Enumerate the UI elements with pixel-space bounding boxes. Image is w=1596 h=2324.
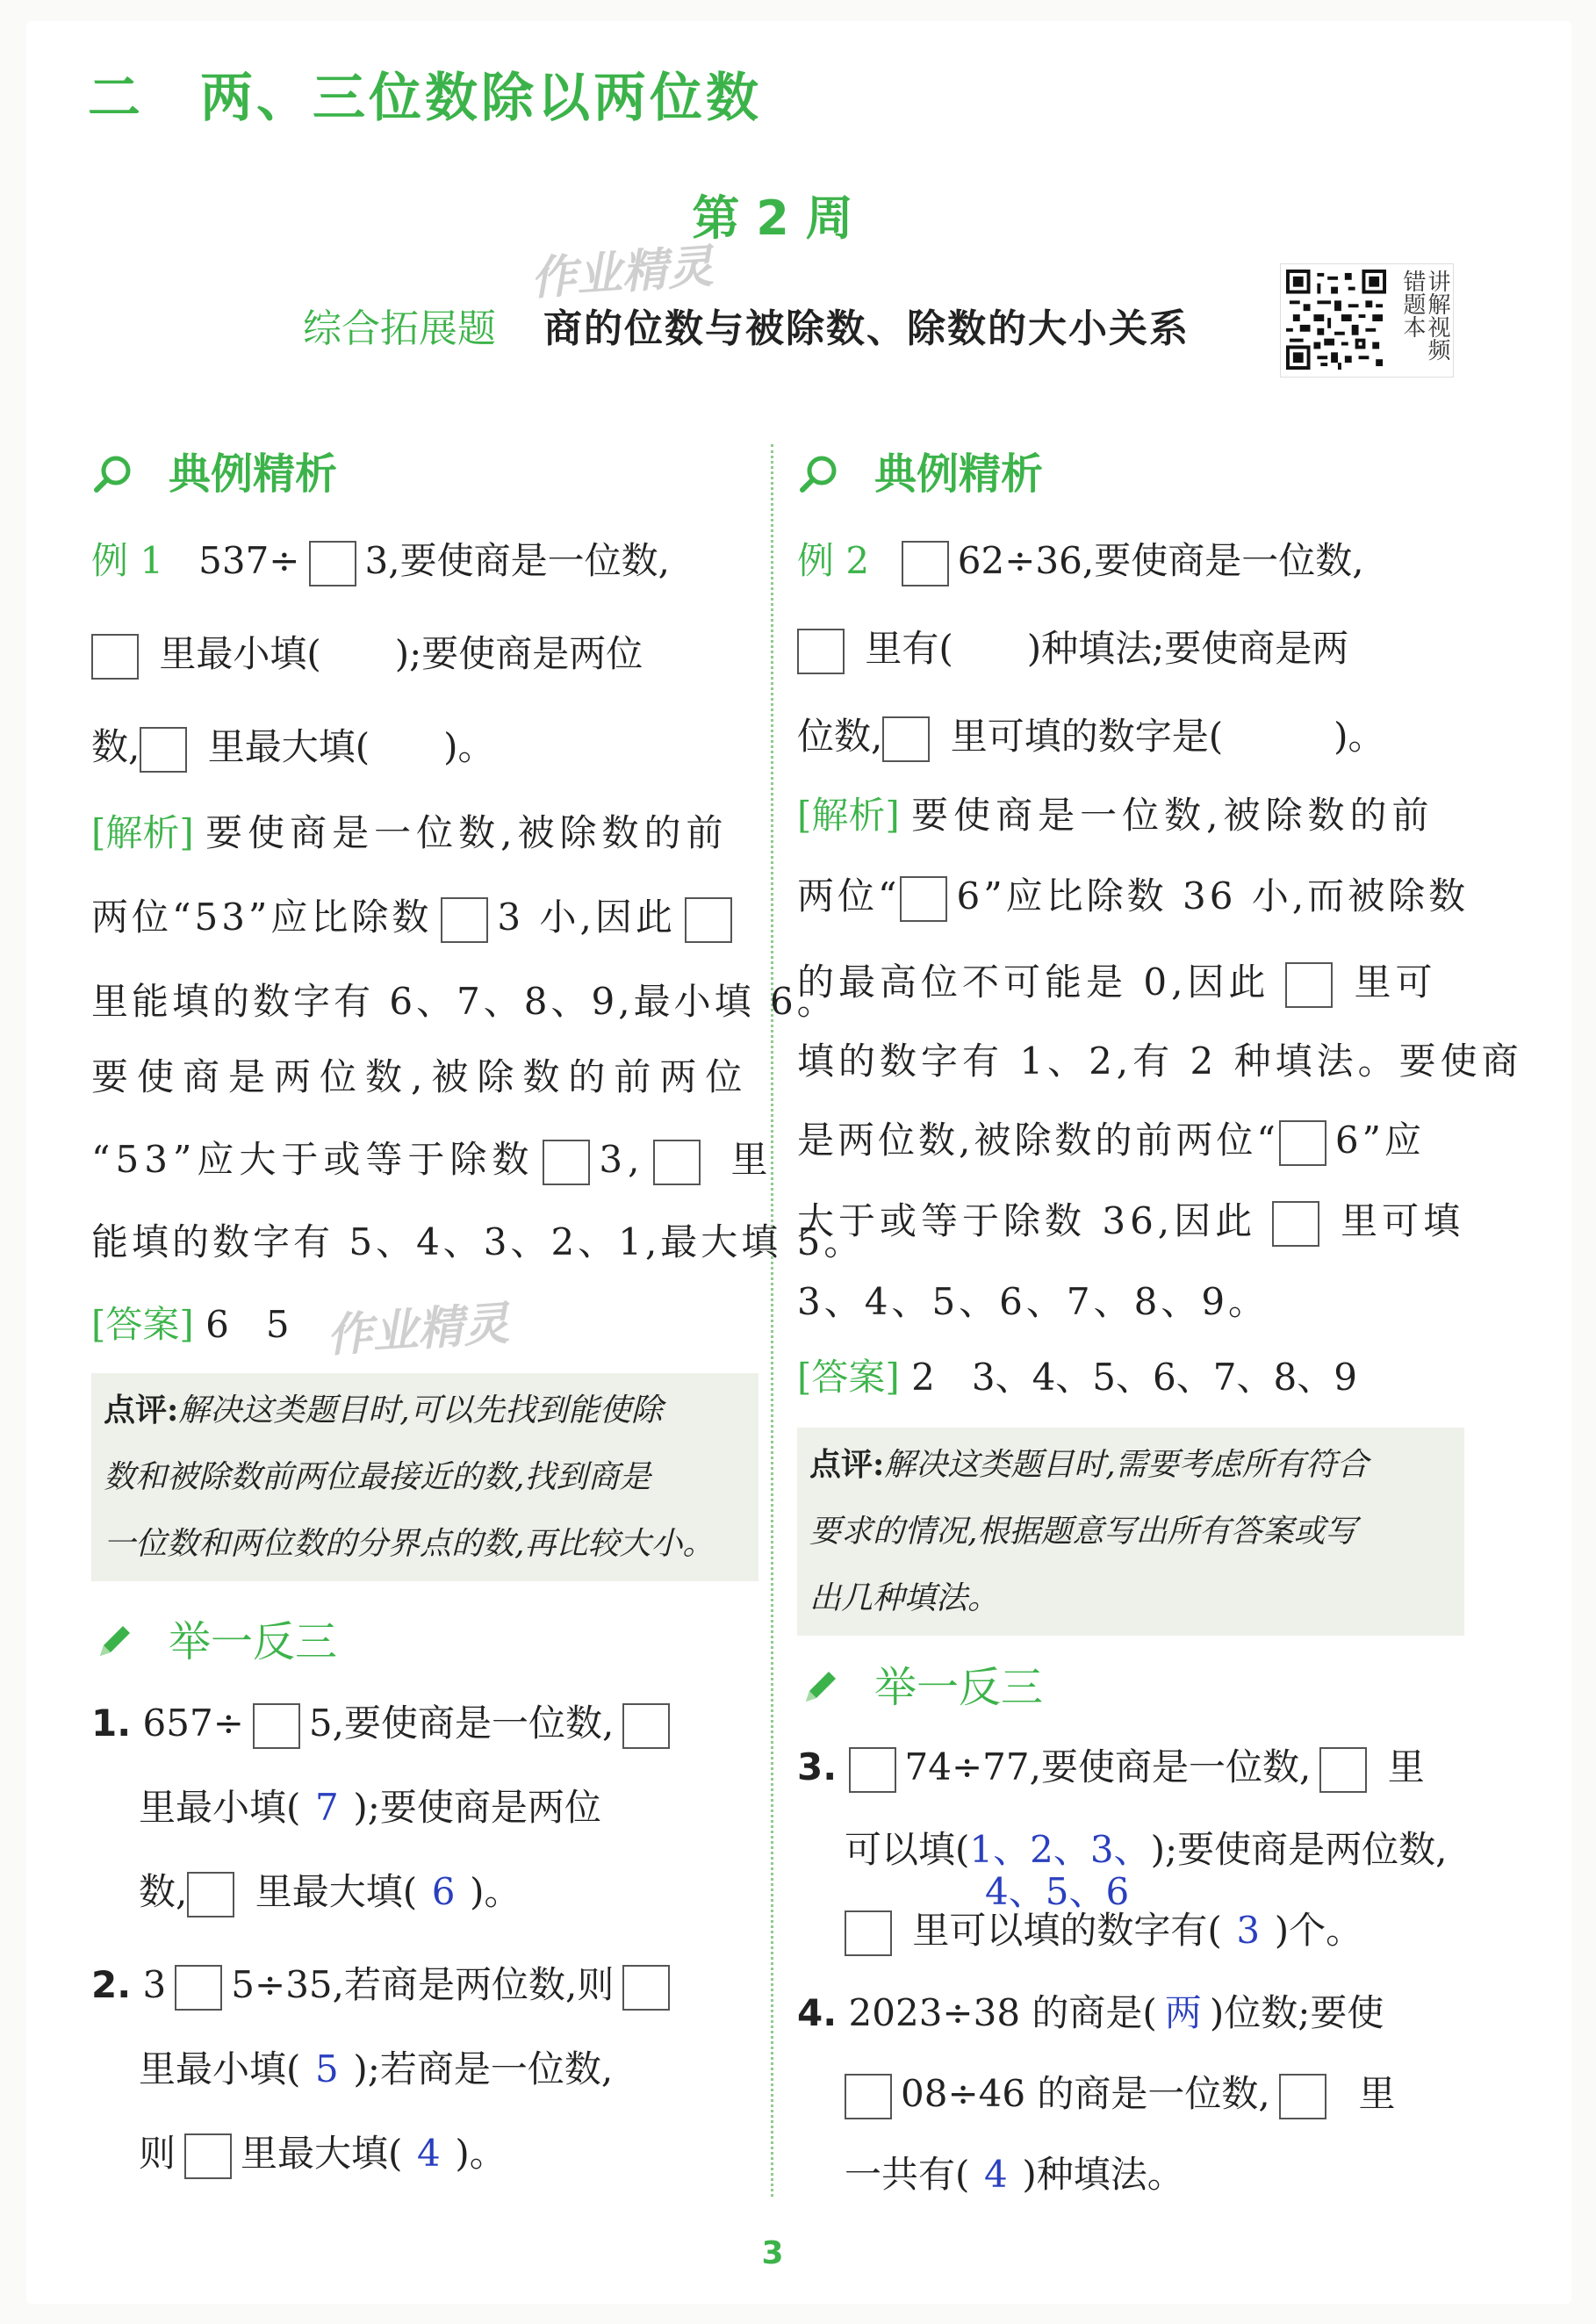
answer1-line bbox=[91, 1303, 290, 1347]
q2-text: 5÷35,若商是两位数,则 bbox=[231, 1963, 615, 2006]
q3-answer: 3 bbox=[1236, 1909, 1261, 1952]
q3-text: 里 bbox=[1387, 1745, 1425, 1788]
q3-answer: 4、5、6 bbox=[985, 1870, 1130, 1913]
qr-code-panel[interactable] bbox=[1280, 263, 1454, 378]
comment-text: 一位数和两位数的分界点的数,再比较大小。 bbox=[104, 1526, 715, 1562]
q1-answer: 6 bbox=[431, 1870, 456, 1913]
right-example-heading bbox=[797, 448, 1464, 500]
blank-box[interactable] bbox=[253, 1703, 300, 1749]
q1-text: 5,要使商是一位数, bbox=[308, 1702, 615, 1745]
analysis-tag: [解析] bbox=[91, 811, 194, 854]
q3-text: 里可以填的数字有( bbox=[912, 1909, 1222, 1952]
analysis-text: 6”应 bbox=[1334, 1119, 1426, 1162]
q4-text: 里 bbox=[1358, 2072, 1396, 2115]
q2-number: 2. bbox=[91, 1963, 132, 2006]
q1-answer: 7 bbox=[315, 1786, 339, 1829]
q2-line1 bbox=[91, 1963, 679, 2011]
blank-box[interactable] bbox=[797, 629, 845, 674]
watermark: 作业精灵 bbox=[528, 240, 715, 306]
q4-line1 bbox=[797, 1991, 1384, 2035]
analysis-text: “53”应大于或等于除数 bbox=[91, 1138, 535, 1181]
blank-box[interactable] bbox=[882, 716, 930, 762]
answer-tag: [答案] bbox=[797, 1356, 900, 1399]
q2-text: )。 bbox=[455, 2132, 507, 2175]
example2-line1 bbox=[797, 539, 1364, 586]
q2-text: 里最小填( bbox=[139, 2047, 301, 2090]
pencil-icon bbox=[797, 1665, 843, 1710]
q3-answer-overflow bbox=[985, 1870, 1129, 1914]
example1-line1 bbox=[91, 539, 670, 586]
q2-line2 bbox=[139, 2047, 613, 2091]
q1-number: 1. bbox=[91, 1702, 132, 1745]
q3-text: )个。 bbox=[1274, 1909, 1363, 1952]
q3-text: 74÷77,要使商是一位数, bbox=[904, 1745, 1312, 1788]
analysis-text: 两位“ bbox=[797, 874, 901, 917]
comment-text: 解决这类题目时,需要考虑所有符合 bbox=[884, 1447, 1369, 1483]
analysis1-line3: 里能填的数字有 6、7、8、9,最小填 6。 bbox=[91, 980, 838, 1023]
q2-line3 bbox=[139, 2132, 507, 2179]
q3-line2 bbox=[845, 1828, 1447, 1872]
q2-answer: 4 bbox=[417, 2132, 441, 2175]
left-practice-heading-text: 举一反三 bbox=[169, 1617, 338, 1666]
unit-title-text: 两、三位数除以两位数 bbox=[200, 68, 762, 129]
unit-number: 二 bbox=[88, 68, 144, 129]
qr-code-icon[interactable] bbox=[1286, 270, 1386, 370]
blank-box[interactable] bbox=[849, 1747, 896, 1793]
column-divider bbox=[771, 444, 773, 2197]
q1-text: )。 bbox=[470, 1870, 521, 1913]
pencil-icon bbox=[91, 1619, 137, 1665]
blank-box[interactable] bbox=[685, 897, 732, 943]
q3-text: );要使商是两位数, bbox=[1150, 1828, 1448, 1871]
example2-text: 位数, bbox=[797, 715, 883, 758]
q4-answer: 4 bbox=[984, 2153, 1008, 2196]
answer-text: 2 3、4、5、6、7、8、9 bbox=[911, 1356, 1357, 1399]
example1-line3 bbox=[91, 725, 495, 773]
example2-label: 例 2 bbox=[797, 539, 870, 582]
q3-answer: 1、2、3、 bbox=[969, 1828, 1151, 1871]
blank-box[interactable] bbox=[187, 1872, 234, 1917]
blank-box[interactable] bbox=[1319, 1747, 1367, 1793]
example1-text: 3,要使商是一位数, bbox=[364, 539, 670, 582]
answer-tag: [答案] bbox=[91, 1303, 194, 1346]
blank-box[interactable] bbox=[845, 1910, 892, 1956]
analysis-text: 要使商是一位数,被除数的前 bbox=[205, 811, 729, 854]
blank-box[interactable] bbox=[1285, 962, 1333, 1008]
analysis-text: 3, bbox=[599, 1138, 645, 1181]
analysis-text: 两位“53”应比除数 bbox=[91, 896, 433, 939]
right-column bbox=[797, 448, 1523, 2196]
answer2-line bbox=[797, 1356, 1357, 1399]
analysis-text: 6”应比除数 36 小,而被除数 bbox=[956, 874, 1470, 917]
right-practice-heading bbox=[797, 1661, 1043, 1714]
analysis-text: 是两位数,被除数的前两位“ bbox=[797, 1119, 1279, 1162]
comment-box-right bbox=[797, 1428, 1464, 1636]
analysis2-line2 bbox=[797, 874, 1469, 922]
q2-text: 里最大填( bbox=[241, 2132, 403, 2175]
q2-text: );若商是一位数, bbox=[353, 2047, 614, 2090]
blank-box[interactable] bbox=[1279, 1120, 1326, 1166]
blank-box[interactable] bbox=[175, 1965, 222, 2011]
blank-box[interactable] bbox=[845, 2074, 892, 2119]
analysis-text: 里可填 bbox=[1341, 1199, 1465, 1242]
q1-line3 bbox=[139, 1870, 521, 1917]
comment-text: 数和被除数前两位最接近的数,找到商是 bbox=[104, 1459, 651, 1495]
q2-text: 3 bbox=[142, 1963, 167, 2006]
analysis1-line6: 能填的数字有 5、4、3、2、1,最大填 5。 bbox=[91, 1220, 865, 1263]
analysis-text: 大于或等于除数 36,因此 bbox=[797, 1199, 1257, 1242]
magnifier-icon bbox=[91, 451, 137, 497]
q1-text: 里最大填( bbox=[255, 1870, 418, 1913]
page-number: 3 bbox=[761, 2235, 784, 2271]
analysis2-line5 bbox=[797, 1119, 1425, 1166]
analysis-text: 的最高位不可能是 0,因此 bbox=[797, 961, 1270, 1004]
analysis-text: 里 bbox=[730, 1138, 773, 1181]
q4-text: )种填法。 bbox=[1022, 2153, 1184, 2196]
q4-number: 4. bbox=[797, 1991, 838, 2034]
q2-answer: 5 bbox=[315, 2047, 339, 2090]
comment-text: 要求的情况,根据题意写出所有答案或写 bbox=[809, 1514, 1357, 1550]
analysis2-line3 bbox=[797, 961, 1436, 1008]
analysis1-line2 bbox=[91, 896, 741, 943]
answer-text: 6 5 bbox=[205, 1303, 290, 1346]
example1-line2 bbox=[91, 632, 643, 680]
analysis2-line7: 3、4、5、6、7、8、9。 bbox=[797, 1280, 1269, 1323]
left-example-heading bbox=[91, 448, 758, 500]
analysis-text: 要使商是一位数,被除数的前 bbox=[911, 794, 1434, 837]
section-title: 商的位数与被除数、除数的大小关系 bbox=[543, 306, 1190, 351]
q1-text: );要使商是两位 bbox=[353, 1786, 601, 1829]
comment-box-left bbox=[91, 1373, 758, 1581]
analysis-tag: [解析] bbox=[797, 794, 900, 837]
left-heading-text: 典例精析 bbox=[169, 450, 338, 499]
q4-text: 2023÷38 的商是( bbox=[848, 1991, 1157, 2034]
blank-box[interactable] bbox=[309, 541, 356, 586]
q1-text: 里最小填( bbox=[139, 1786, 301, 1829]
blank-box[interactable] bbox=[900, 876, 947, 922]
blank-box[interactable] bbox=[140, 727, 187, 773]
q4-text: 一共有( bbox=[845, 2153, 970, 2196]
section-tag: 综合拓展题 bbox=[303, 306, 496, 351]
right-heading-text: 典例精析 bbox=[874, 450, 1044, 499]
analysis2-line6 bbox=[797, 1199, 1464, 1247]
example1-text: 数, bbox=[91, 725, 140, 768]
example1-text: 里最大填( )。 bbox=[207, 725, 495, 768]
comment-tag: 点评: bbox=[104, 1392, 179, 1428]
blank-box[interactable] bbox=[91, 634, 139, 680]
blank-box[interactable] bbox=[184, 2133, 232, 2179]
q4-answer: 两 bbox=[1164, 1991, 1202, 2034]
q1-line2 bbox=[139, 1786, 601, 1830]
blank-box[interactable] bbox=[1279, 2074, 1326, 2119]
analysis1-line4: 要使商是两位数,被除数的前两位 bbox=[91, 1055, 751, 1098]
qr-label: 讲解视频错题本 bbox=[1399, 270, 1450, 361]
analysis-text: 里可 bbox=[1354, 961, 1437, 1004]
example2-line2 bbox=[797, 627, 1348, 674]
right-practice-heading-text: 举一反三 bbox=[874, 1663, 1044, 1712]
analysis1-line5 bbox=[91, 1138, 773, 1185]
blank-box[interactable] bbox=[441, 897, 488, 943]
blank-box[interactable] bbox=[543, 1140, 590, 1185]
q4-text: 08÷46 的商是一位数, bbox=[901, 2072, 1270, 2115]
example2-text: 里有( )种填法;要使商是两 bbox=[865, 627, 1349, 670]
comment-tag: 点评: bbox=[809, 1446, 885, 1483]
example2-line3 bbox=[797, 715, 1385, 762]
blank-box[interactable] bbox=[622, 1703, 670, 1749]
example1-text: 537÷ bbox=[198, 539, 300, 582]
example2-text: 里可填的数字是( )。 bbox=[950, 715, 1385, 758]
watermark: 作业精灵 bbox=[325, 1297, 511, 1363]
q2-text: 则 bbox=[139, 2132, 176, 2175]
q3-line1 bbox=[797, 1745, 1425, 1793]
q3-number: 3. bbox=[797, 1745, 838, 1788]
q3-line3 bbox=[845, 1909, 1362, 1956]
analysis-text: 3 小,因此 bbox=[497, 896, 676, 939]
week-title: 第 2 周 bbox=[692, 191, 853, 246]
q3-text: 可以填( bbox=[845, 1828, 970, 1871]
left-practice-heading bbox=[91, 1615, 337, 1668]
unit-title bbox=[88, 56, 762, 132]
example2-text: 62÷36,要使商是一位数, bbox=[957, 539, 1364, 582]
analysis2-line1 bbox=[797, 794, 1434, 838]
example1-label: 例 1 bbox=[91, 539, 164, 582]
q4-line2 bbox=[845, 2072, 1396, 2119]
analysis2-line4: 填的数字有 1、2,有 2 种填法。要使商 bbox=[797, 1040, 1523, 1083]
q1-text: 数, bbox=[139, 1870, 188, 1913]
blank-box[interactable] bbox=[1272, 1201, 1319, 1247]
q1-text: 657÷ bbox=[142, 1702, 244, 1745]
q4-line3 bbox=[845, 2153, 1184, 2197]
q4-text: )位数;要使 bbox=[1209, 1991, 1384, 2034]
magnifier-icon bbox=[797, 451, 843, 497]
subtitle bbox=[303, 297, 1190, 353]
analysis1-line1 bbox=[91, 811, 729, 855]
blank-box[interactable] bbox=[653, 1140, 701, 1185]
q1-line1 bbox=[91, 1702, 679, 1749]
blank-box[interactable] bbox=[622, 1965, 670, 2011]
blank-box[interactable] bbox=[902, 541, 949, 586]
comment-text: 解决这类题目时,可以先找到能使除 bbox=[178, 1392, 663, 1428]
example1-text: 里最小填( );要使商是两位 bbox=[159, 632, 643, 675]
comment-text: 出几种填法。 bbox=[809, 1580, 1000, 1616]
